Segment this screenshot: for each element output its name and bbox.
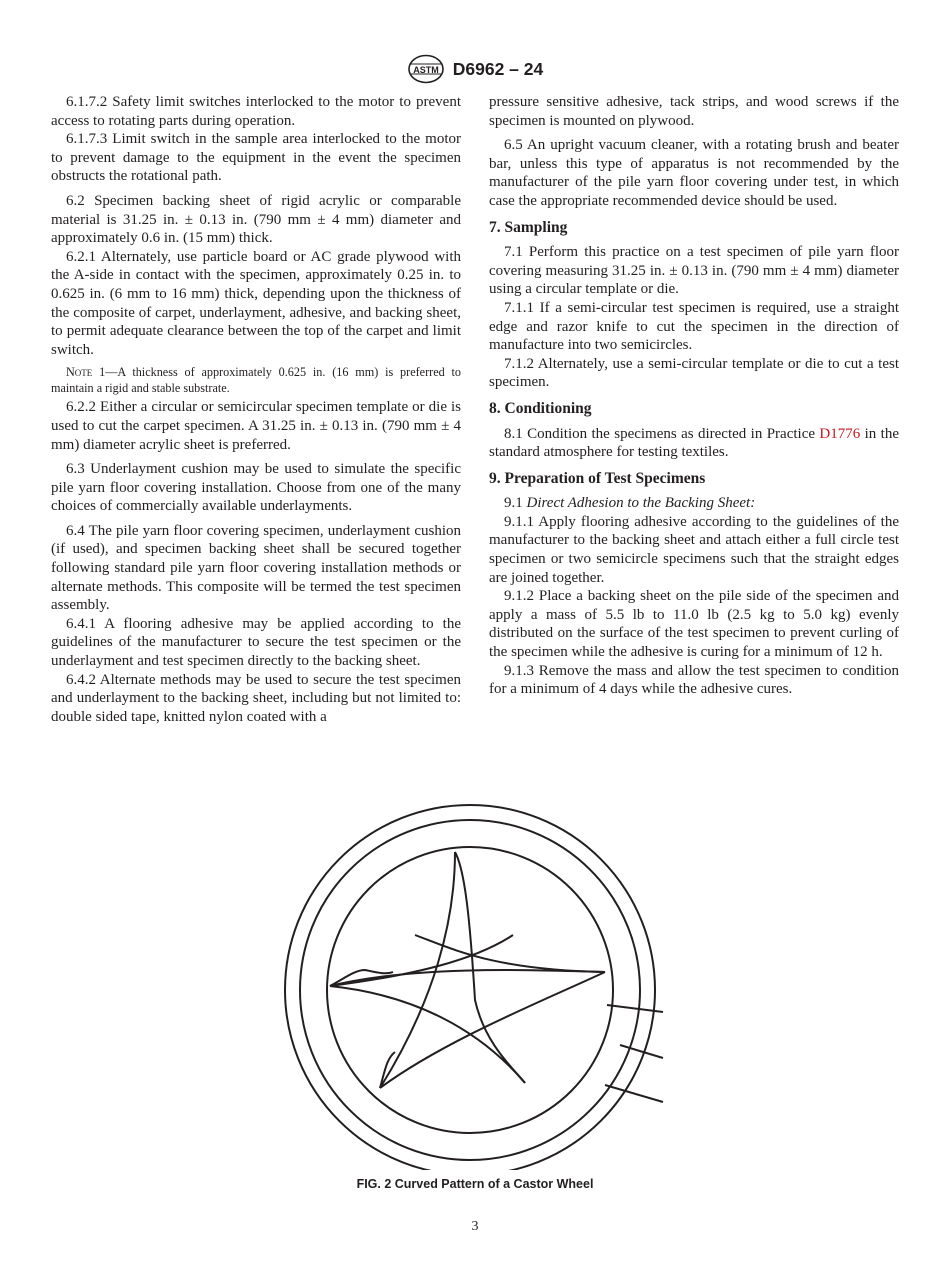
- curve-top-left-edge: [380, 852, 455, 1088]
- paragraph-9-1-1: 9.1.1 Apply flooring adhesive according to the guidelines of the manufacturer to the backing sheet and attach either a full circle test specimen or two semicircle specimens such that the straight edges are joined together.: [489, 513, 899, 586]
- paragraph-9-1-number: 9.1: [504, 495, 527, 512]
- paragraph-6-2: 6.2 Specimen backing sheet of rigid acrylic or comparable material is 31.25 in. ± 0.13 in. (790 mm ± 4 mm) diameter and approximately 0.6 in. (15 mm) thick.: [51, 192, 461, 247]
- paragraph-6-3: 6.3 Underlayment cushion may be used to simulate the specific pile yarn floor covering installation. Choose from one of the many choices of commercially available underlayments.: [51, 461, 461, 515]
- section-heading-sampling: 7. Sampling: [489, 218, 568, 236]
- standard-designation: D6962 – 24: [452, 58, 544, 79]
- paragraph-7-1-2: 7.1.2 Alternately, use a semi-circular template or die to cut a test specimen.: [489, 355, 899, 391]
- paragraph-9-1-3: 9.1.3 Remove the mass and allow the test specimen to condition for a minimum of 4 days while the adhesive cures.: [489, 662, 899, 698]
- logo-text: ASTM: [413, 65, 439, 75]
- middle-ring: [300, 820, 640, 1160]
- figure-caption: FIG. 2 Curved Pattern of a Castor Wheel: [356, 1177, 594, 1191]
- paragraph-7-1: 7.1 Perform this practice on a test specimen of pile yarn floor covering measuring 31.25 in. ± 0.13 in. (790 mm ± 4 mm) diameter using a circular template or die.: [489, 244, 899, 298]
- paragraph-6-2-2: 6.2.2 Either a circular or semicircular specimen template or die is used to cut the carpet specimen. A 31.25 in. ± 0.13 in. (790 mm ± 4 mm) diameter acrylic sheet is preferred.: [51, 399, 461, 453]
- paragraph-continued: pressure sensitive adhesive, tack strips, and wood screws if the specimen is mounted on plywood.: [489, 94, 899, 129]
- curve-left-to-right: [330, 970, 605, 986]
- right-column: [489, 93, 899, 699]
- paragraph-9-1: [489, 494, 899, 513]
- note-1: [51, 365, 461, 396]
- section-heading-conditioning: 8. Conditioning: [489, 399, 592, 417]
- castor-wheel-pattern-figure: [275, 800, 675, 1170]
- paragraph-6-2-1: 6.2.1 Alternately, use particle board or AC grade plywood with the A-side in contact with the specimen, approximately 0.25 in. to 0.625 in. (6 mm to 16 mm) thick, depending upon the thickness of the composite of carpet, underlayment, adhesive, and backing sheet, to permit adequate clearance between the top of the carpet and limit switch.: [51, 248, 461, 358]
- paragraph-9-1-2: 9.1.2 Place a backing sheet on the pile side of the specimen and apply a mass of 5.5 lb to 11.0 lb (2.5 kg to 5.0 kg) evenly distributed on the surface of the test specimen to prevent curling of the specimen while the adhesive is curing for a minimum of 12 h.: [489, 588, 899, 661]
- inner-ring: [327, 847, 613, 1133]
- astm-logo-icon: [407, 54, 445, 84]
- paragraph-8-1-text-start: 8.1 Condition the specimens as directed in Practice: [504, 425, 820, 442]
- pointer-line-3: [605, 1085, 663, 1102]
- note-text: —A thickness of approximately 0.625 in. (16 mm) is preferred to maintain a rigid and stable substrate.: [51, 365, 461, 395]
- paragraph-6-1-7-2: 6.1.7.2 Safety limit switches interlocked to the motor to prevent access to rotating parts during operation.: [51, 94, 461, 129]
- section-heading-preparation: 9. Preparation of Test Specimens: [489, 469, 706, 487]
- page-header: [0, 54, 950, 84]
- left-column: [51, 93, 461, 726]
- paragraph-9-1-title: Direct Adhesion to the Backing Sheet:: [526, 495, 756, 512]
- paragraph-6-1-7-3: 6.1.7.3 Limit switch in the sample area interlocked to the motor to prevent damage to the equipment in the event the specimen obstructs the rotational path.: [51, 131, 461, 185]
- paragraph-7-1-1: 7.1.1 If a semi-circular test specimen is required, use a straight edge and razor knife to cut the specimen in the direction of manufacture into two semicircles.: [489, 299, 899, 354]
- paragraph-8-1: [489, 425, 899, 462]
- curve-upper-cross-2: [330, 935, 513, 986]
- paragraph-8-1-text-end: in the standard atmosphere for testing textiles.: [489, 425, 899, 461]
- paragraph-6-5: 6.5 An upright vacuum cleaner, with a rotating brush and beater bar, unless this type of apparatus is not recommended by the manufacturer of the pile yarn floor covering under test, in which case the appropriate recommended device should be used.: [489, 137, 899, 209]
- note-label: Note 1: [66, 365, 106, 380]
- curve-left-lower: [330, 986, 525, 1083]
- paragraph-6-4: 6.4 The pile yarn floor covering specimen, underlayment cushion (if used), and specimen backing sheet shall be secured together following standard pile yarn floor covering installation methods or alternate methods. This composite will be termed the test specimen assembly.: [51, 522, 461, 614]
- curve-right-to-bottom: [380, 972, 605, 1088]
- page-number: 3: [471, 1219, 479, 1234]
- paragraph-6-4-1: 6.4.1 A flooring adhesive may be applied according to the guidelines of the manufacturer to secure the test specimen or the underlayment and test specimen directly to the backing sheet.: [51, 615, 461, 670]
- practice-d1776-link[interactable]: D1776: [819, 425, 861, 442]
- paragraph-6-4-2: 6.4.2 Alternate methods may be used to secure the test specimen and underlayment to the backing sheet, including but not limited to: double sided tape, knitted nylon coated with a: [51, 671, 461, 725]
